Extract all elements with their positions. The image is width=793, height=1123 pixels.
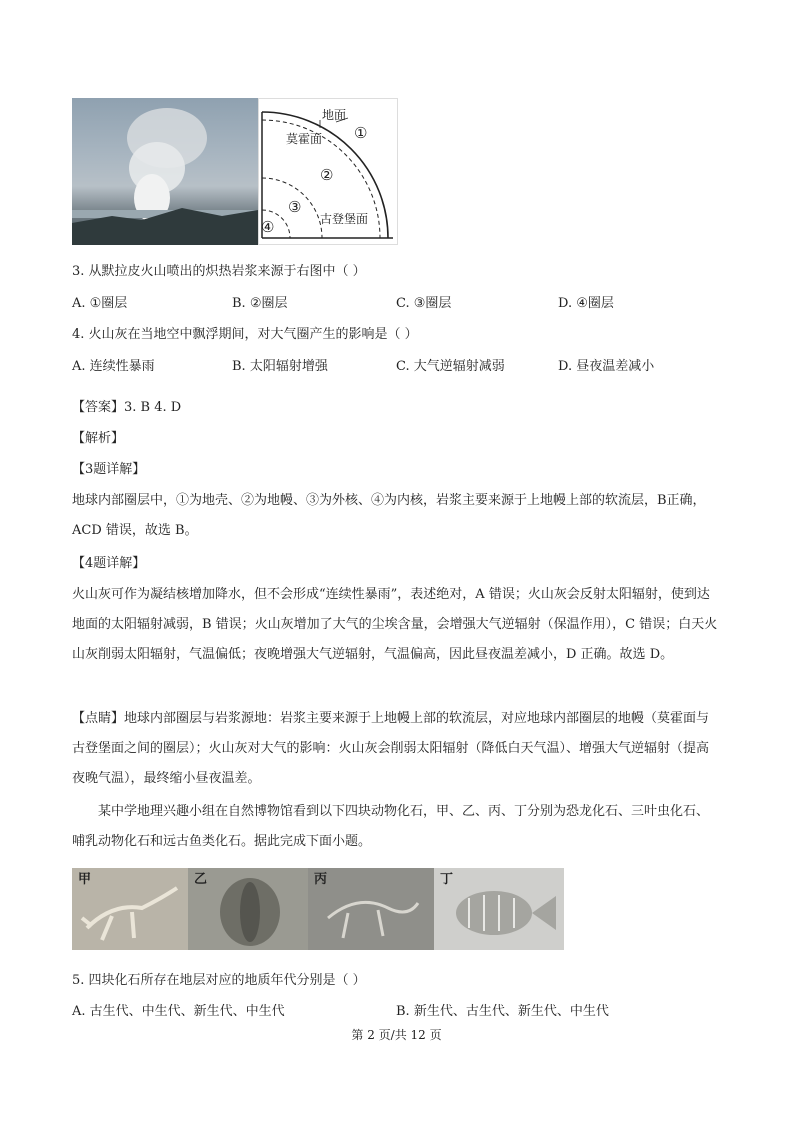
page-footer: 第 2 页/共 12 页 xyxy=(351,1028,442,1042)
q3-detail: 地球内部圈层中，①为地壳、②为地幔、③为外核、④为内核，岩浆主要来源于上地幔上部的软流层，B正确，ACD 错误，故选 B。 xyxy=(72,493,706,538)
q3-option-c: C. ③圈层 xyxy=(396,296,452,311)
label-layer4: ④ xyxy=(261,218,275,236)
fossil-label-bing: 丙 xyxy=(314,872,328,887)
volcano-plume-graphic xyxy=(72,98,258,245)
fossil-label-jia: 甲 xyxy=(78,872,92,887)
fossil-label-ding: 丁 xyxy=(440,872,454,887)
fossil-image-ding xyxy=(434,868,564,950)
fossil-label-yi: 乙 xyxy=(194,872,208,887)
q4-option-d: D. 昼夜温差减小 xyxy=(558,359,655,374)
label-surface: 地面 xyxy=(322,108,347,122)
q4-detail: 火山灰可作为凝结核增加降水，但不会形成“连续性暴雨”，表述绝对，A 错误；火山灰会反射太阳辐射，使到达地面的太阳辐射减弱，B 错误；火山灰增加了大气的尘埃含量，会增强大气逆辐射（保温作用），C 错误；白天火山灰削弱太阳辐射，气温偏低；夜晚增强大气逆辐射，气温偏高，因此昼夜温差减小，D 正确。故选 D。 xyxy=(72,587,718,662)
q4-option-b: B. 太阳辐射增强 xyxy=(232,359,328,374)
key-point: 【点睛】地球内部圈层与岩浆源地：岩浆主要来源于上地幔上部的软流层，对应地球内部圈层的地幔（莫霍面与古登堡面之间的圈层）；火山灰对大气的影响：火山灰会削弱太阳辐射（降低白天气温）、增强大气逆辐射（提高夜晚气温），最终缩小昼夜温差。 xyxy=(72,711,710,786)
q3-option-d: D. ④圈层 xyxy=(558,296,614,311)
label-gutenberg: 古登堡面 xyxy=(320,212,369,226)
volcano-photo xyxy=(72,98,258,245)
q5-option-b: B. 新生代、古生代、新生代、中生代 xyxy=(396,1004,609,1019)
q3-option-a: A. ①圈层 xyxy=(72,296,128,311)
q5-option-a: A. 古生代、中生代、新生代、中生代 xyxy=(72,1004,285,1019)
analysis-title: 【解析】 xyxy=(72,431,125,446)
q3-stem: 3. 从默拉皮火山喷出的炽热岩浆来源于右图中（ ） xyxy=(72,264,366,279)
q4-option-a: A. 连续性暴雨 xyxy=(72,359,155,374)
q3-option-b: B. ②圈层 xyxy=(232,296,288,311)
fish-fossil-icon xyxy=(434,868,564,950)
q4-stem: 4. 火山灰在当地空中飘浮期间，对大气圈产生的影响是（ ） xyxy=(72,327,418,342)
fossil-image-yi xyxy=(188,868,308,950)
q3-detail-title: 【3题详解】 xyxy=(72,462,146,477)
fossil-intro: 某中学地理兴趣小组在自然博物馆看到以下四块动物化石，甲、乙、丙、丁分别为恐龙化石、三叶虫化石、哺乳动物化石和远古鱼类化石。据此完成下面小题。 xyxy=(72,804,710,849)
label-layer2: ② xyxy=(320,166,334,184)
q4-detail-title: 【4题详解】 xyxy=(72,556,146,571)
earth-layers-diagram xyxy=(258,98,398,245)
label-layer1: ① xyxy=(354,124,368,142)
q5-stem: 5. 四块化石所存在地层对应的地质年代分别是（ ） xyxy=(72,973,366,988)
fossil-image-jia xyxy=(72,868,188,950)
answer: 【答案】3. B 4. D xyxy=(72,400,182,415)
fossil-image-bing xyxy=(308,868,434,950)
label-moho: 莫霍面 xyxy=(286,132,323,146)
label-layer3: ③ xyxy=(288,198,302,216)
q4-option-c: C. 大气逆辐射减弱 xyxy=(396,359,505,374)
